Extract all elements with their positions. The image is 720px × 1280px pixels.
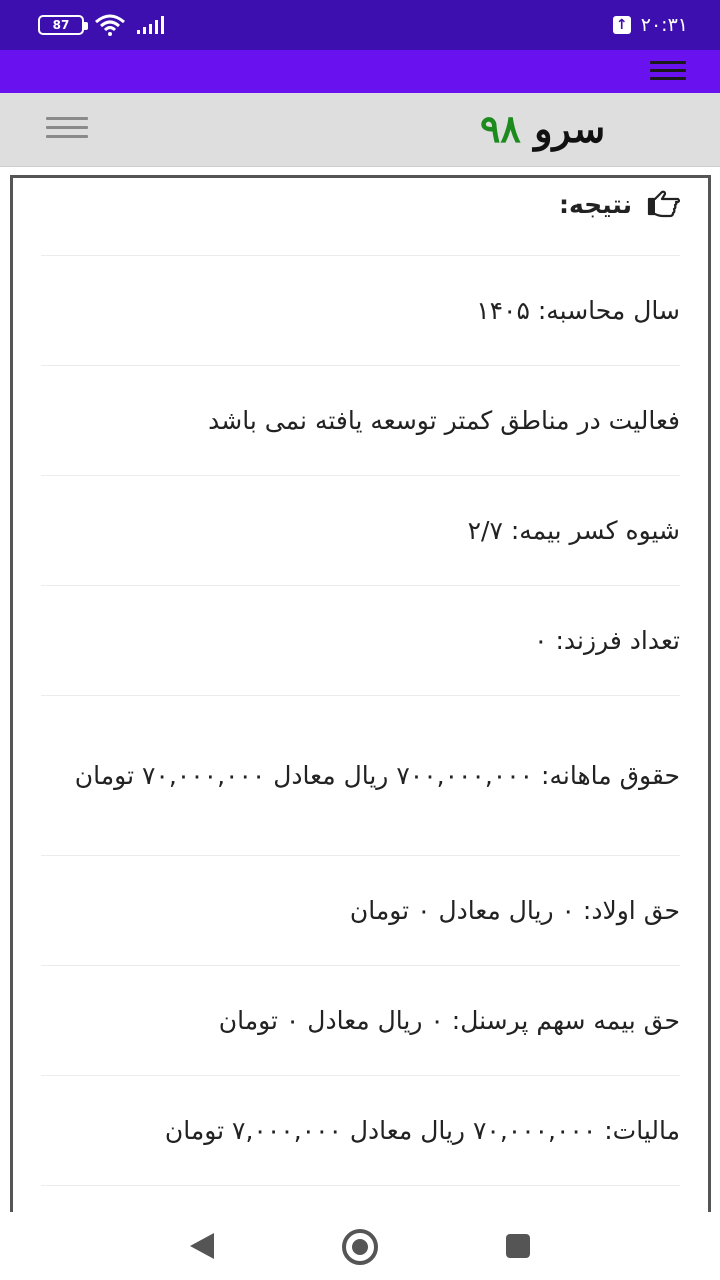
site-header <box>0 93 720 167</box>
result-card <box>10 175 711 1215</box>
result-row-insurance-share: حق بیمه سهم پرسنل: ۰ ریال معادل ۰ تومان <box>41 966 680 1076</box>
result-content <box>13 178 708 1186</box>
logo-word: سرو <box>534 106 606 151</box>
result-row-tax: مالیات: ۷۰,۰۰۰,۰۰۰ ریال معادل ۷,۰۰۰,۰۰۰ تومان <box>41 1076 680 1186</box>
result-row-region: فعالیت در مناطق کمتر توسعه یافته نمی باشد <box>41 366 680 476</box>
status-right <box>613 14 688 36</box>
result-row-monthly-salary: حقوق ماهانه: ۷۰۰,۰۰۰,۰۰۰ ریال معادل ۷۰,۰۰۰,۰۰۰ تومان <box>41 696 680 856</box>
clock: ۲۰:۳۱ <box>640 14 688 36</box>
upload-icon: ↑ <box>613 16 631 34</box>
back-triangle-icon[interactable] <box>190 1233 214 1259</box>
result-row-child-allowance: حق اولاد: ۰ ریال معادل ۰ تومان <box>41 856 680 966</box>
result-row-children: تعداد فرزند: ۰ <box>41 586 680 696</box>
navigation-bar <box>0 1212 720 1280</box>
result-title: نتیجه: <box>559 190 632 219</box>
site-menu-icon[interactable] <box>46 117 88 141</box>
result-row-year: سال محاسبه: ۱۴۰۵ <box>41 256 680 366</box>
status-bar <box>0 0 720 50</box>
site-logo[interactable] <box>480 105 605 153</box>
signal-icon <box>136 15 166 35</box>
battery-icon: 87 <box>38 15 84 35</box>
pointing-hand-icon <box>646 190 680 218</box>
hamburger-menu-icon[interactable] <box>650 61 686 83</box>
status-indicators <box>38 14 166 36</box>
recents-square-icon[interactable] <box>506 1234 530 1258</box>
result-heading <box>41 178 680 256</box>
home-circle-icon[interactable] <box>342 1229 378 1265</box>
wifi-icon <box>94 14 126 36</box>
app-toolbar <box>0 50 720 93</box>
logo-number: ۹۸ <box>480 106 521 151</box>
result-row-insurance-method: شیوه کسر بیمه: ۲/۷ <box>41 476 680 586</box>
